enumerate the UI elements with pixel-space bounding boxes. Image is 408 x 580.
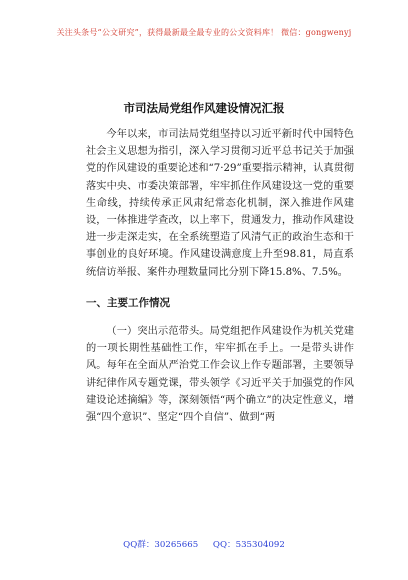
qq-number: QQ：535304092 [212,540,285,550]
document-title: 市司法局党组作风建设情况汇报 [123,101,285,115]
document-body [86,126,354,426]
promo-banner: 关注头条号“公文研究”，获得最新最全最专业的公文资料库！ 微信：gongwenyj [56,28,352,37]
intro-paragraph: 今年以来，市司法局党组坚持以习近平新时代中国特色社会主义思想为指引，深入学习贯彻习近平总书记关于加强党的作风建设的重要论述和“7·29”重要指示精神，认真贯彻落实中央、市委决策部署，牢牢抓住作风建设这一党的重要生命线，持续传承正风肃纪常态化机制，深入推进作风建设，一体推进学查改，以上率下，贯通发力，推动作风建设进一步走深走实，在全系统塑造了风清气正的政治生态和干事创业的良好环境。作风建设满意度上升至98.81，局直系统信访举报、案件办理数量同比分别下降15.8%、7.5%。 [86,129,354,278]
qq-group-number: QQ群：30265665 [123,540,199,550]
section-heading: 一、主要工作情况 [86,296,170,309]
contact-footer [0,538,408,550]
section-paragraph: （一）突出示范带头。局党组把作风建设作为机关党建的一项长期性基础性工作，牢牢抓在手上。一是带头讲作风。每年在全面从严治党工作会议上作专题部署，主要领导讲纪律作风专题党课，带头领学《习近平关于加强党的作风建设论述摘编》等，深刻领悟“两个确立”的决定性意义，增强“四个意识”、坚定“四个自信”、做到“两 [86,326,354,424]
